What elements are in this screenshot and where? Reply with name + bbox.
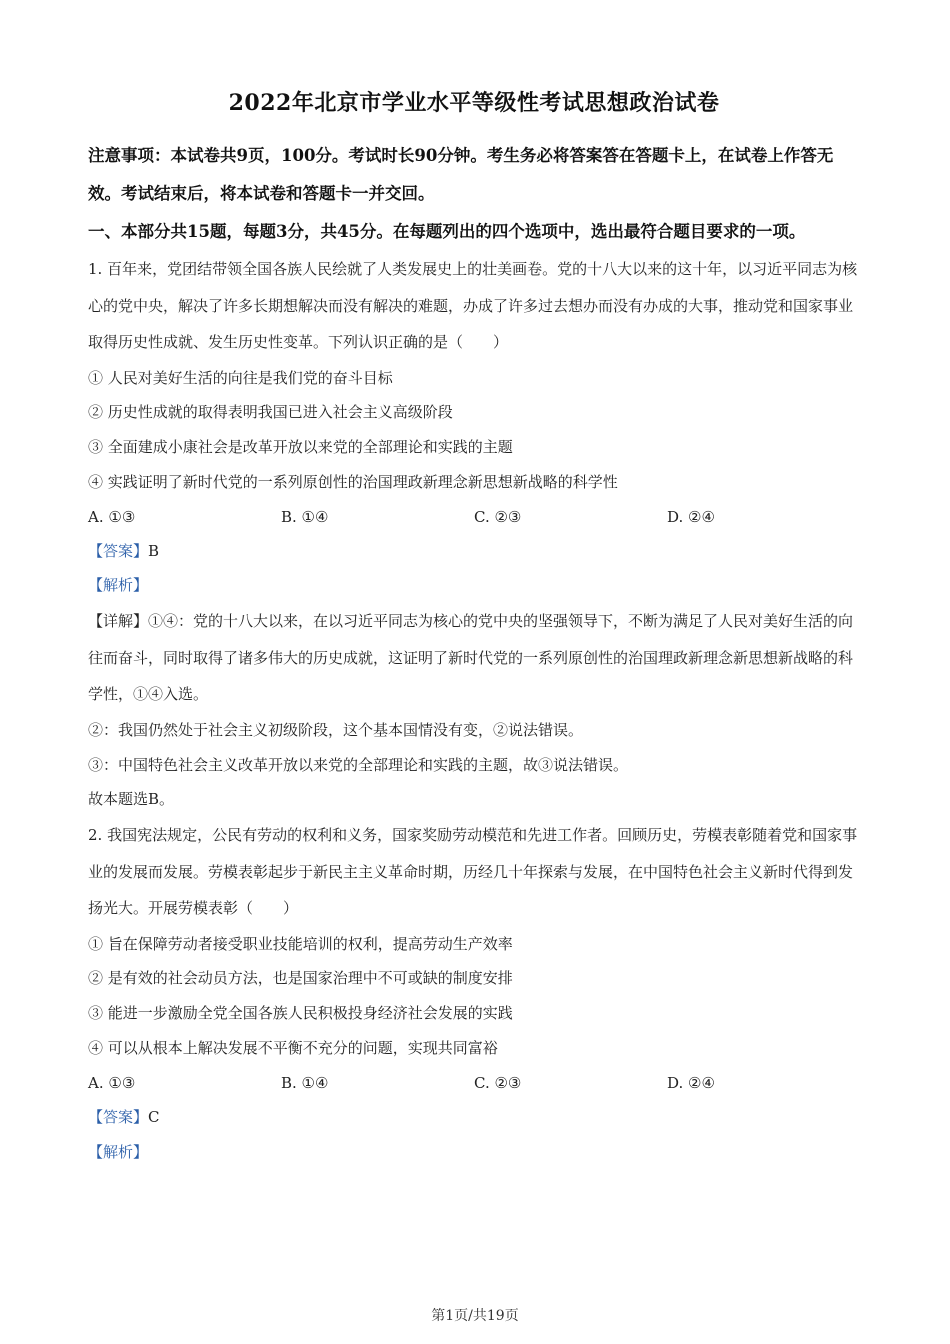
q2-option-b: B. ①④ bbox=[281, 1073, 329, 1092]
q1-option-b: B. ①④ bbox=[281, 507, 329, 526]
q1-item-4: ④ 实践证明了新时代党的一系列原创性的治国理政新理念新思想新战略的科学性 bbox=[88, 472, 618, 491]
q1-detail-tag: 【详解】 bbox=[88, 612, 149, 631]
q1-analysis-tag: 【解析】 bbox=[88, 576, 149, 595]
q1-option-c: C. ②③ bbox=[474, 507, 522, 526]
q1-answer-value: B bbox=[148, 541, 160, 560]
q1-answer-tag: 【答案】 bbox=[88, 541, 149, 560]
q1-analysis bbox=[88, 568, 860, 603]
q1-options bbox=[88, 500, 860, 534]
q2-answer-value: C bbox=[148, 1107, 160, 1126]
q1-option-d: D. ②④ bbox=[667, 507, 715, 526]
q1-item-1: ① 人民对美好生活的向往是我们党的奋斗目标 bbox=[88, 368, 393, 387]
q2-item-1: ① 旨在保障劳动者接受职业技能培训的权利，提高劳动生产效率 bbox=[88, 934, 513, 953]
section-heading: 一、本部分共15题，每题3分，共45分。在每题列出的四个选项中，选出最符合题目要求的一项。 bbox=[88, 222, 806, 241]
q1-note-2: ②：我国仍然处于社会主义初级阶段，这个基本国情没有变，②说法错误。 bbox=[88, 720, 584, 739]
q2-item-2: ② 是有效的社会动员方法，也是国家治理中不可或缺的制度安排 bbox=[88, 969, 513, 988]
q2-answer-tag: 【答案】 bbox=[88, 1107, 149, 1126]
q1-answer bbox=[88, 534, 860, 569]
q1-note-3: ③：中国特色社会主义改革开放以来党的全部理论和实践的主题，故③说法错误。 bbox=[88, 755, 629, 774]
q2-analysis bbox=[88, 1135, 860, 1170]
q1-item-2: ② 历史性成就的取得表明我国已进入社会主义高级阶段 bbox=[88, 403, 453, 422]
q1-detail-text: ①④：党的十八大以来，在以习近平同志为核心的党中央的坚强领导下，不断为满足了人民对美好生活的向往而奋斗，同时取得了诸多伟大的历史成就，这证明了新时代党的一系列原创性的治国理政新理念新思想新战略的科学性，①④入选。 bbox=[88, 612, 854, 704]
q2-analysis-tag: 【解析】 bbox=[88, 1142, 149, 1161]
q1-detail bbox=[88, 603, 860, 713]
q2-item-3: ③ 能进一步激励全党全国各族人民积极投身经济社会发展的实践 bbox=[88, 1004, 513, 1023]
q1-conclusion: 故本题选B。 bbox=[88, 790, 175, 809]
q1-option-a: A. ①③ bbox=[88, 507, 136, 526]
notice: 注意事项：本试卷共9页，100分。考试时长90分钟。考生务必将答案答在答题卡上，在试卷上作答无效。考试结束后，将本试卷和答题卡一并交回。 bbox=[88, 146, 834, 203]
page-footer: 第1页/共19页 bbox=[431, 1308, 519, 1324]
q2-option-c: C. ②③ bbox=[474, 1073, 522, 1092]
q2-options bbox=[88, 1066, 860, 1100]
q1-item-3: ③ 全面建成小康社会是改革开放以来党的全部理论和实践的主题 bbox=[88, 438, 513, 457]
page-content bbox=[88, 86, 860, 1169]
page-title: 2022年北京市学业水平等级性考试思想政治试卷 bbox=[228, 90, 720, 116]
q1-stem: 1. 百年来，党团结带领全国各族人民绘就了人类发展史上的壮美画卷。党的十八大以来的这十年，以习近平同志为核心的党中央，解决了许多长期想解决而没有解决的难题，办成了许多过去想办而没有办成的大事，推动党和国家事业取得历史性成就、发生历史性变革。下列认识正确的是（ ） bbox=[88, 260, 858, 351]
q2-stem: 2. 我国宪法规定，公民有劳动的权利和义务，国家奖励劳动模范和先进工作者。回顾历史，劳模表彰随着党和国家事业的发展而发展。劳模表彰起步于新民主主义革命时期，历经几十年探索与发展，在中国特色社会主义新时代得到发扬光大。开展劳模表彰（ ） bbox=[88, 826, 858, 918]
q2-option-a: A. ①③ bbox=[88, 1073, 136, 1092]
q2-option-d: D. ②④ bbox=[667, 1073, 715, 1092]
q2-answer bbox=[88, 1100, 860, 1135]
q2-item-4: ④ 可以从根本上解决发展不平衡不充分的问题，实现共同富裕 bbox=[88, 1039, 498, 1058]
